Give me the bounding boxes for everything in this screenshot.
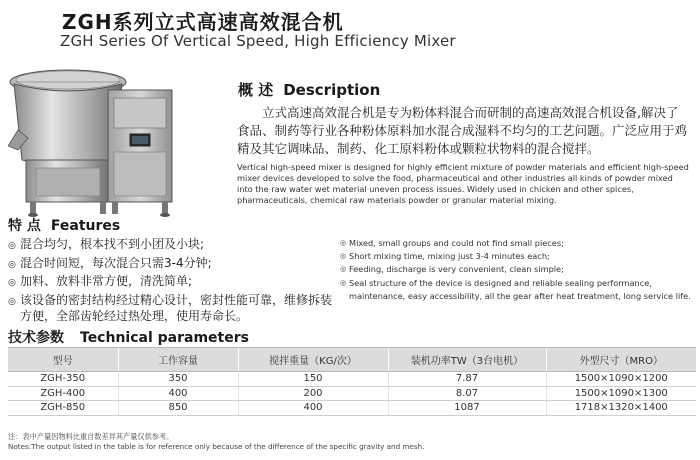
- column-header: 外型尺寸（MRO）: [546, 348, 696, 372]
- description-text-en: Vertical high-speed mixer is designed for highly efficient mixture of powder materials and efficient high-speed mixer devices developed to solve the food, pharmaceutical and other industries all kinds of powder mixed into the raw water wet material uneven process issues. Widely used in chicken and other spices, pharmaceuticals, chemical raw materials powder or granular material mixing.: [237, 162, 689, 205]
- column-header: 工作容量: [118, 348, 238, 372]
- feature-item-cn: ◎ 加料、放料非常方便，清洗简单;: [8, 273, 338, 292]
- table-header-row: [8, 348, 696, 372]
- circle-bullet-icon: ◎: [8, 241, 16, 251]
- circle-bullet-icon: ◎: [8, 259, 16, 270]
- note-cn: 注：表中产量因物料比重自数差异其产量仅供参考。: [8, 432, 174, 441]
- feature-item-cn: ◎ 该设备的密封结构经过精心设计，密封性能可靠，维修拆装方便，全部齿轮经过热处理，使用寿命长。: [8, 292, 333, 323]
- column-header: 搅拌重量（KG/次）: [238, 348, 388, 372]
- table-cell: 200: [238, 386, 388, 401]
- circle-bullet-icon: ◎: [8, 278, 16, 288]
- table-cell: 1718×1320×1400: [546, 401, 696, 416]
- technical-parameters-table: [8, 347, 696, 416]
- note-en: Notes:The output listed in the table is for reference only because of the difference of the specific gravity and mesh.: [8, 442, 425, 451]
- table-cell: 850: [118, 401, 238, 416]
- table-cell: 350: [118, 372, 238, 387]
- page-title-en: ZGH Series Of Vertical Speed, High Efficiency Mixer: [60, 32, 456, 50]
- technical-heading: [8, 327, 249, 347]
- page-title-cn: ZGH系列立式高速高效混合机: [62, 10, 344, 34]
- features-list-en: [340, 237, 695, 303]
- feature-item-cn: ◎ 混合均匀，根本找不到小团及小块;: [8, 236, 338, 255]
- feature-item-en: ◎ Seal structure of the device is designed and reliable sealing performance, maintenance, easy accessibility, all the gear after heat treatment, long service life.: [340, 277, 695, 303]
- table-row: [8, 372, 696, 387]
- description-heading-cn: 概 述: [238, 81, 274, 99]
- technical-heading-en: Technical parameters: [80, 330, 249, 346]
- circle-bullet-icon: ◎: [340, 265, 347, 274]
- table-cell: 400: [118, 386, 238, 401]
- column-header: 装机功率TW（3台电机）: [388, 348, 546, 372]
- features-heading-en: Features: [50, 218, 121, 234]
- column-header: 型号: [8, 348, 118, 372]
- description-text-cn: 立式高速高效混合机是专为粉体料混合而研制的高速高效混合机设备,解决了食品、制药等行业各种粉体原料加水混合成湿料不均匀的工艺问题。广泛应用于鸡精及其它调味品、制药、化工原料粉体或颗粒状物料的混合搅拌。: [237, 105, 688, 156]
- table-cell: 8.07: [388, 386, 546, 401]
- table-cell: 1500×1090×1200: [546, 372, 696, 387]
- table-cell: 400: [238, 401, 388, 416]
- table-cell: ZGH-350: [8, 372, 118, 387]
- table-cell: 1087: [388, 401, 546, 416]
- features-heading-cn: 特 点: [8, 218, 41, 234]
- table-cell: ZGH-850: [8, 401, 118, 416]
- feature-item-en: ◎ Feeding, discharge is very convenient, clean simple;: [340, 263, 695, 276]
- circle-bullet-icon: ◎: [340, 278, 347, 287]
- feature-item-en: ◎ Short mixing time, mixing just 3-4 minutes each;: [340, 250, 695, 263]
- features-list-cn: [8, 236, 338, 325]
- table-cell: 1500×1090×1300: [546, 386, 696, 401]
- table-row: [8, 386, 696, 401]
- table-notes: [8, 432, 698, 452]
- table-cell: ZGH-400: [8, 386, 118, 401]
- description-heading-en: Description: [283, 81, 381, 99]
- table-row: [8, 401, 696, 416]
- mixer-machine-photo: [8, 60, 193, 218]
- features-heading: [8, 215, 120, 235]
- circle-bullet-icon: ◎: [8, 296, 16, 307]
- feature-item-en: ◎ Mixed, small groups and could not find small pieces;: [340, 237, 695, 250]
- table-cell: 7.87: [388, 372, 546, 387]
- circle-bullet-icon: ◎: [340, 252, 347, 261]
- table-cell: 150: [238, 372, 388, 387]
- description-heading: [238, 79, 380, 100]
- feature-item-cn: ◎ 混合时间短，每次混合只需3-4分钟;: [8, 255, 338, 274]
- circle-bullet-icon: ◎: [340, 239, 347, 247]
- technical-heading-cn: 技术参数: [8, 330, 64, 346]
